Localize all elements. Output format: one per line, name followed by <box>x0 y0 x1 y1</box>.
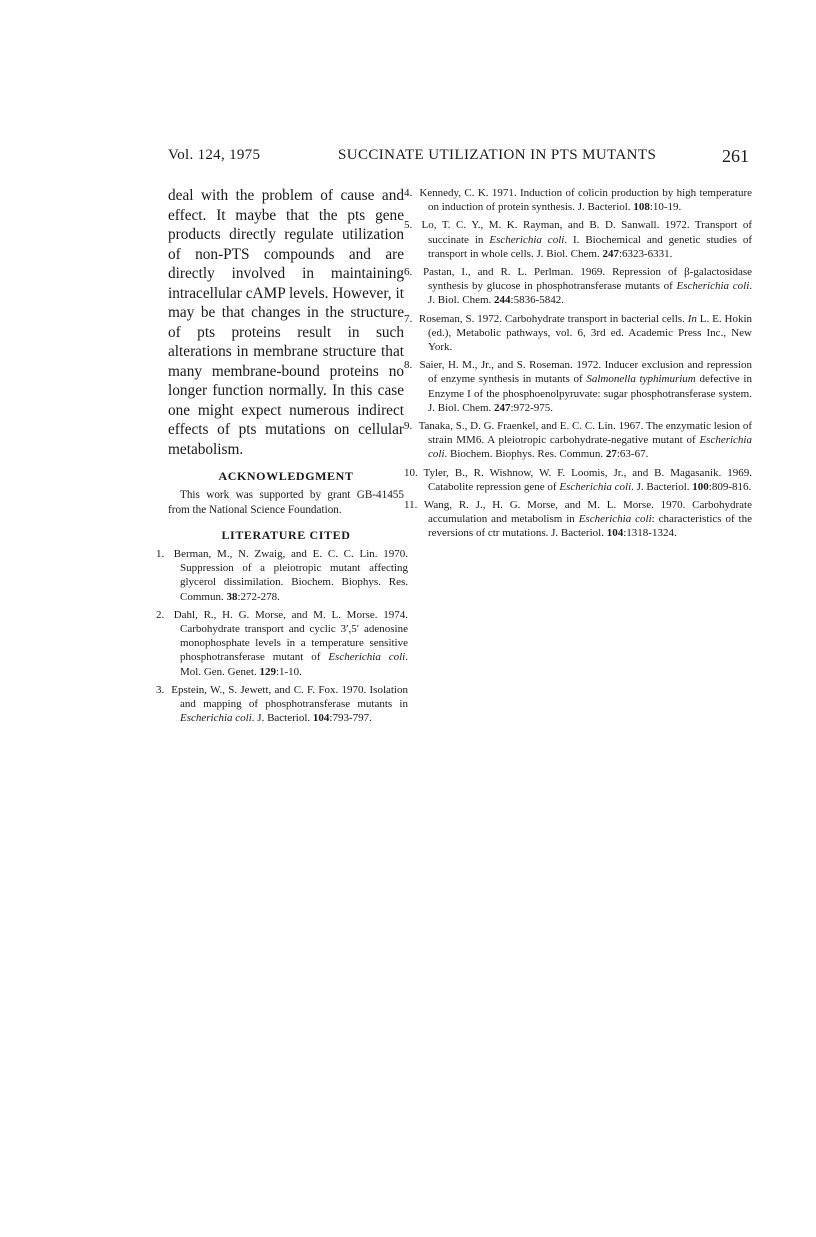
reference-text: L. E. Hokin (ed.), Metabolic pathways, vol. 6, 3rd ed. Academic Press Inc., New York. <box>428 312 753 354</box>
reference-volume: 100 <box>692 480 709 493</box>
reference-italic: Escherichia coli <box>578 513 652 526</box>
reference-text: : characteristics of the reversions of ctr mutations. J. Bacteriol. <box>428 513 752 540</box>
left-column <box>156 186 409 729</box>
reference-item: 8. Saier, H. M., Jr., and S. Roseman. 1972. Inducer exclusion and repression of enzyme synthesis in mutants of Salmonella typhimurium defective in Enzyme I of the phosphoenolpyruvate: sugar phosphotransferase system. J. Biol. Chem. 247:972-975. <box>404 359 752 414</box>
reference-italic: Escherichia coli <box>328 651 406 664</box>
reference-text: Lo, T. C. Y., M. K. Rayman, and B. D. Sanwall. 1972. Transport of succinate in <box>421 219 752 246</box>
reference-volume: 27 <box>605 448 617 461</box>
body-paragraph: deal with the problem of cause and effect. It maybe that the pts gene products directly regulate utilization of non-PTS compounds and are directly involved in maintaining intracellular cAMP levels. However, it may be that changes in the structure of pts proteins result in such alterations in membrane structure that many membrane-bound proteins no longer function normally. In this case one might expect numerous indirect effects of pts mutations on cellular metabolism. <box>168 187 404 458</box>
reference-item: 6. Pastan, I., and R. L. Perlman. 1969. Repression of β-galactosidase synthesis by glucose in phosphotransferase mutants of Escherichia coli. J. Biol. Chem. 244:5836-5842. <box>404 266 753 307</box>
reference-volume: 244 <box>494 294 511 307</box>
reference-pages: :63-67. <box>616 448 649 461</box>
reference-italic: In <box>687 312 697 325</box>
running-title: SUCCINATE UTILIZATION IN PTS MUTANTS <box>338 147 657 163</box>
reference-text: . J. Biol. Chem. <box>428 280 753 307</box>
running-header <box>168 147 749 171</box>
acknowledgment-text: This work was supported by grant GB-41455 from the National Science Foundation. <box>168 489 404 516</box>
reference-pages: :809-816. <box>708 480 752 493</box>
reference-italic: Escherichia coli <box>180 712 252 725</box>
reference-pages: :1318-1324. <box>623 527 677 540</box>
reference-text: Dahl, R., H. G. Morse, and M. L. Morse. 1974. Carbohydrate transport and cyclic 3′,5′ adenosine monophosphate levels in a temperature sensitive phosphotransferase mutant of <box>173 608 409 664</box>
reference-text: . J. Bacteriol. <box>631 480 690 493</box>
reference-pages: :1-10. <box>275 665 302 678</box>
literature-heading: LITERATURE CITED <box>221 528 351 542</box>
reference-item: 2. Dahl, R., H. G. Morse, and M. L. Morse. 1974. Carbohydrate transport and cyclic 3′,5′ adenosine monophosphate levels in a temperature sensitive phosphotransferase mutant of Escherichia coli. Mol. Gen. Genet. 129:1-10. <box>156 608 409 678</box>
reference-italic: Escherichia coli <box>676 280 750 293</box>
reference-volume: 129 <box>259 665 276 678</box>
reference-text: Tyler, B., R. Wishnow, W. F. Loomis, Jr., and B. Magasanik. 1969. Catabolite repression gene of <box>423 466 752 493</box>
reference-pages: :6323-6331. <box>618 247 673 260</box>
reference-pages: :5836-5842. <box>510 294 564 307</box>
reference-volume: 247 <box>602 247 619 260</box>
reference-text: Kennedy, C. K. 1971. Induction of colicin production by high temperature on induction of protein synthesis. J. Bacteriol. <box>419 187 752 214</box>
acknowledgment-heading: ACKNOWLEDGMENT <box>218 469 354 483</box>
reference-item: 9. Tanaka, S., D. G. Fraenkel, and E. C. C. Lin. 1967. The enzymatic lesion of strain MM6. A pleiotropic carbohydrate-negative mutant of Escherichia coli. Biochem. Biophys. Res. Commun. 27:63-67. <box>404 420 752 461</box>
reference-text: Berman, M., N. Zwaig, and E. C. C. Lin. 1970. Suppression of a pleiotropic mutant affecting glycerol dissimilation. Biochem. Biophys. Res. Commun. <box>173 548 408 603</box>
reference-item: 3. Epstein, W., S. Jewett, and C. F. Fox. 1970. Isolation and mapping of phosphotransferase mutants in Escherichia coli. J. Bacteriol. 104:793-797. <box>156 683 408 725</box>
reference-italic: Escherichia coli <box>559 480 632 493</box>
reference-item: 1. Berman, M., N. Zwaig, and E. C. C. Lin. 1970. Suppression of a pleiotropic mutant affecting glycerol dissimilation. Biochem. Biophys. Res. Commun. 38:272-278. <box>156 548 408 603</box>
reference-text: defective in Enzyme I of the phosphoenolpyruvate: sugar phosphotransferase system. J. Biol. Chem. <box>428 373 752 414</box>
reference-pages: :972-975. <box>510 401 553 414</box>
reference-volume: 104 <box>606 527 624 540</box>
reference-italic: Escherichia coli <box>489 233 565 246</box>
reference-volume: 108 <box>633 201 650 214</box>
reference-item: 5. Lo, T. C. Y., M. K. Rayman, and B. D. Sanwall. 1972. Transport of succinate in Escherichia coli. I. Biochemical and genetic studies of transport in whole cells. J. Biol. Chem. 247:6323-6331. <box>404 219 752 260</box>
reference-text: . Biochem. Biophys. Res. Commun. <box>444 448 604 461</box>
reference-text: Roseman, S. 1972. Carbohydrate transport in bacterial cells. <box>418 312 685 325</box>
reference-italic: Escherichia coli <box>428 434 752 461</box>
reference-item <box>404 466 752 494</box>
reference-text: Epstein, W., S. Jewett, and C. F. Fox. 1970. Isolation and mapping of phosphotransferase mutants in <box>171 683 408 711</box>
reference-text: Pastan, I., and R. L. Perlman. 1969. Repression of β-galactosidase synthesis by glucose in phosphotransferase mutants of <box>422 266 752 293</box>
reference-text: . Mol. Gen. Genet. <box>180 651 408 678</box>
page-number: 261 <box>722 146 749 166</box>
reference-item: 7. Roseman, S. 1972. Carbohydrate transport in bacterial cells. In L. E. Hokin (ed.), Metabolic pathways, vol. 6, 3rd ed. Academic Press Inc., New York. <box>404 312 753 354</box>
right-column <box>404 186 753 545</box>
reference-text: . I. Biochemical and genetic studies of transport in whole cells. J. Biol. Chem. <box>428 233 752 260</box>
reference-volume: 38 <box>226 590 238 603</box>
reference-number: 11. <box>404 499 418 512</box>
reference-pages: :272-278. <box>237 590 280 603</box>
journal-volume: Vol. 124, 1975 <box>168 147 261 163</box>
reference-item: 4. Kennedy, C. K. 1971. Induction of colicin production by high temperature on induction of protein synthesis. J. Bacteriol. 108:10-19. <box>404 187 752 214</box>
reference-item <box>404 498 752 541</box>
reference-pages: :793-797. <box>329 712 372 725</box>
reference-volume: 247 <box>494 401 511 414</box>
reference-pages: :10-19. <box>649 201 682 214</box>
reference-text: Tanaka, S., D. G. Fraenkel, and E. C. C. Lin. 1967. The enzymatic lesion of strain MM6. A pleiotropic carbohydrate-negative mutant of <box>418 420 752 447</box>
reference-text: . J. Bacteriol. <box>251 712 311 725</box>
reference-italic: Salmonella typhimurium <box>586 373 696 386</box>
reference-list-left <box>156 547 409 725</box>
reference-text: Saier, H. M., Jr., and S. Roseman. 1972. Inducer exclusion and repression of enzyme synthesis in mutants of <box>419 359 752 386</box>
reference-text: Wang, R. J., H. G. Morse, and M. L. Morse. 1970. Carbohydrate accumulation and metabolism in <box>423 499 752 526</box>
reference-volume: 104 <box>312 712 330 725</box>
reference-number: 10. <box>404 466 418 479</box>
